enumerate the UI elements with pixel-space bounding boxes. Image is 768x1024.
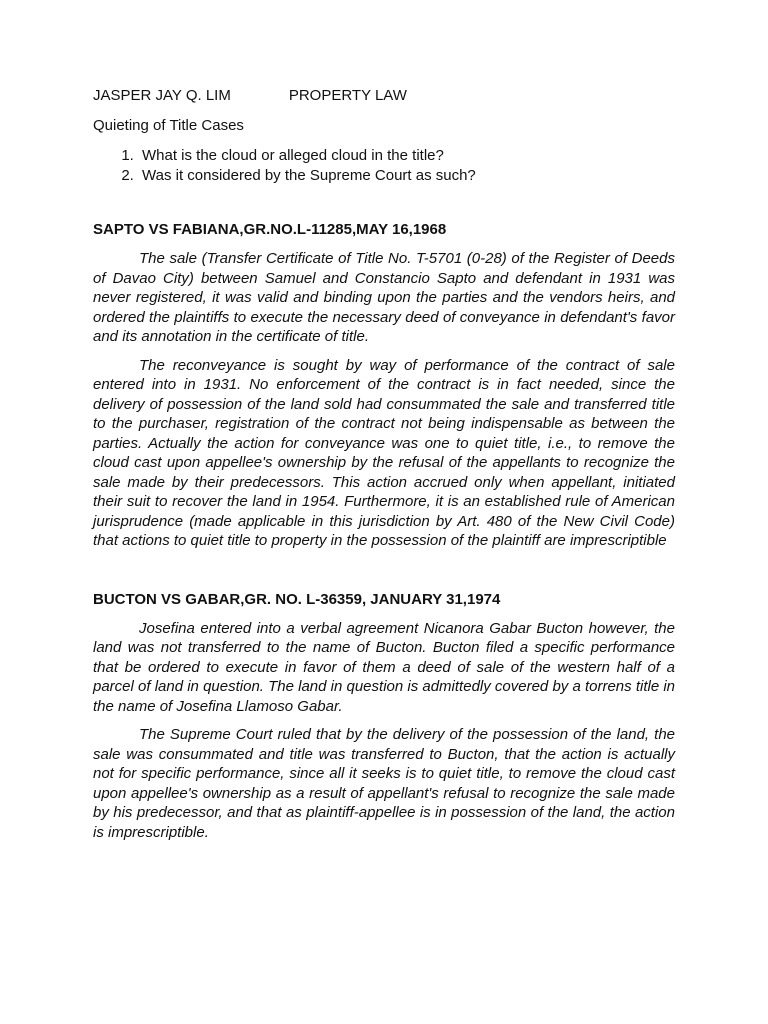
case-paragraph: The reconveyance is sought by way of performance of the contract of sale entered into in 1931. No enforcement of the contract is in fact needed, since the delivery of possession of the land sold had consummated the sale and transferred title to the purchaser, registration of the contract not being indispensable as between the parties. Actually the action for conveyance was one to quiet title, i.e., to remove the cloud cast upon appellee's ownership by the refusal of the appellants to recognize the sale made by their predecessors. This action accrued only when appellant, initiated their suit to recover the land in 1954. Furthermore, it is an established rule of American jurisprudence (made applicable in this jurisdiction by Art. 480 of the New Civil Code) that actions to quiet title to property in the possession of the plaintiff are imprescriptible xyxy=(93,356,675,549)
question-item: 2. Was it considered by the Supreme Court as such? xyxy=(138,166,675,186)
case-heading-bucton: BUCTON VS GABAR,GR. NO. L-36359, JANUARY 31,1974 xyxy=(93,590,501,608)
document-subtitle: Quieting of Title Cases xyxy=(93,117,244,134)
course-title: PROPERTY LAW xyxy=(288,87,407,104)
case-heading-sapto: SAPTO VS FABIANA,GR.NO.L-11285,MAY 16,1968 xyxy=(93,221,447,238)
case-paragraph: Josefina entered into a verbal agreement Nicanora Gabar Bucton however, the land was not transferred to the name of Bucton. Bucton filed a specific performance that be ordered to execute in favor of them a deed of sale of the western half of a parcel of land in question. The land in question is admittedly covered by a torrens title in the name of Josefina Llamoso Gabar. xyxy=(93,619,675,715)
document-header xyxy=(93,86,675,106)
question-item: 1. What is the cloud or alleged cloud in the title? xyxy=(138,146,675,166)
question-list xyxy=(93,146,675,186)
case-paragraph: The sale (Transfer Certificate of Title No. T-5701 (0-28) of the Register of Deeds of Davao City) between Samuel and Constancio Sapto and defendant in 1931 was never registered, it was valid and binding upon the parties and the vendors heirs, and ordered the plaintiffs to execute the necessary deed of conveyance in defendant's favor and its annotation in the certificate of title. xyxy=(93,250,675,345)
case-paragraph: The Supreme Court ruled that by the delivery of the possession of the land, the sale was consummated and title was transferred to Bucton, that the action is actually not for specific performance, since all it seeks is to quiet title, to remove the cloud cast upon appellee's ownership as a result of appellant's refusal to recognize the sale made by his predecessor, and that as plaintiff-appellee is in possession of the land, the action is imprescriptible. xyxy=(93,726,675,841)
author-name: JASPER JAY Q. LIM xyxy=(93,87,231,104)
